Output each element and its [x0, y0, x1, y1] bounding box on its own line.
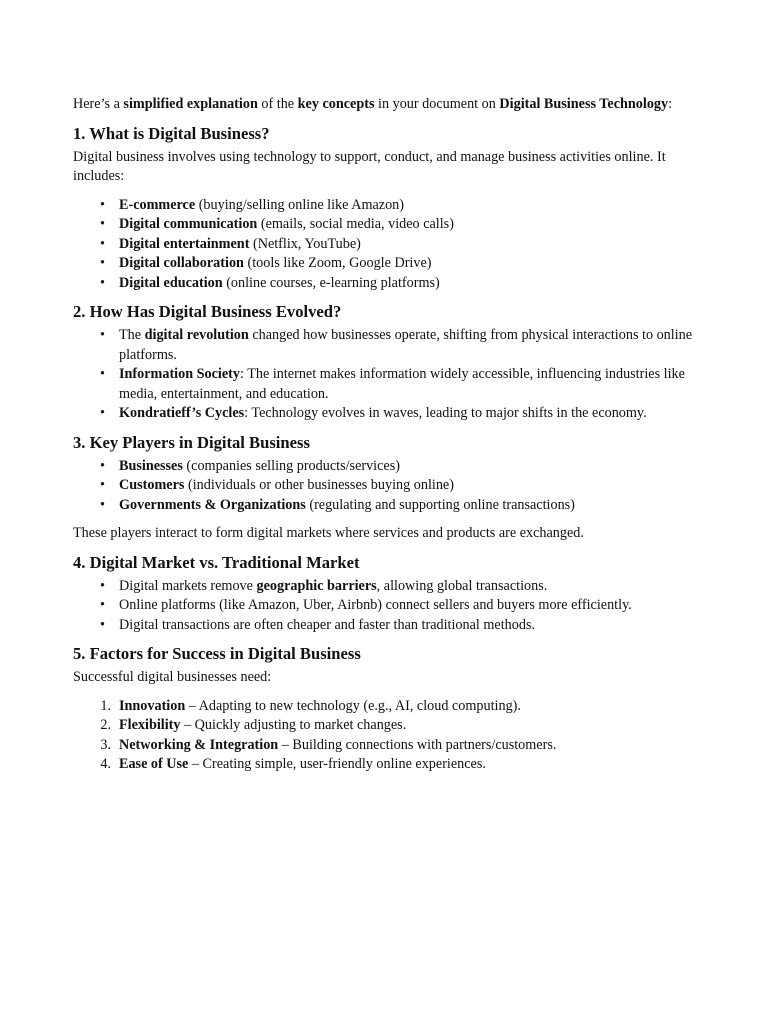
- item-text: – Building connections with partners/customers.: [278, 736, 557, 753]
- item-bold: Innovation: [119, 697, 186, 714]
- document-page: [73, 95, 713, 775]
- section-4-heading: 4. Digital Market vs. Traditional Market: [73, 552, 360, 572]
- bullet-icon: •: [100, 327, 105, 343]
- section-5-paragraph: Successful digital businesses need:: [73, 669, 272, 685]
- section-1-heading: 1. What is Digital Business?: [73, 123, 270, 143]
- item-text: (tools like Zoom, Google Drive): [243, 255, 432, 271]
- item-text: – Adapting to new technology (e.g., AI, cloud computing).: [185, 697, 521, 714]
- section-3-paragraph: These players interact to form digital markets where services and products are exchanged.: [73, 525, 584, 541]
- intro-bold: simplified explanation: [123, 96, 258, 112]
- list-item: [73, 716, 713, 736]
- bullet-icon: •: [100, 366, 105, 382]
- list-item: [73, 457, 713, 477]
- item-bold: digital revolution: [144, 327, 249, 343]
- list-item: [73, 496, 713, 516]
- section-4-list: [73, 577, 713, 636]
- intro-text: :: [668, 96, 673, 112]
- list-item: [73, 215, 713, 235]
- list-item: [73, 596, 713, 616]
- list-item: [73, 697, 713, 717]
- item-bold: Kondratieff’s Cycles: [119, 405, 245, 421]
- item-number: 2.: [100, 717, 111, 733]
- item-bold: Flexibility: [119, 717, 181, 733]
- item-bold: Digital communication: [119, 216, 258, 232]
- bullet-icon: •: [100, 405, 105, 421]
- list-item: [73, 616, 713, 636]
- item-text: (emails, social media, video calls): [257, 216, 454, 232]
- bullet-icon: •: [100, 577, 105, 594]
- item-bold: Customers: [119, 477, 185, 493]
- intro-bold: key concepts: [297, 96, 375, 112]
- section-3-list: [73, 457, 713, 516]
- intro-paragraph: [73, 95, 713, 115]
- item-bold: Digital education: [119, 274, 223, 291]
- bullet-icon: •: [100, 616, 105, 633]
- bullet-icon: •: [100, 255, 105, 271]
- intro-text: of the: [257, 96, 298, 112]
- item-text: : Technology evolves in waves, leading to major shifts in the economy.: [244, 405, 647, 421]
- section-1-paragraph: Digital business involves using technology to support, conduct, and manage business activities online. It includes:: [73, 148, 666, 184]
- item-text: Digital transactions are often cheaper and faster than traditional methods.: [119, 616, 536, 633]
- item-number: 1.: [100, 697, 111, 714]
- item-text: Online platforms (like Amazon, Uber, Airbnb) connect sellers and buyers more efficiently.: [119, 597, 632, 613]
- bullet-icon: •: [100, 196, 105, 213]
- item-text: (individuals or other businesses buying online): [184, 477, 454, 493]
- list-item: [73, 577, 713, 597]
- item-text: The: [119, 327, 145, 343]
- item-number: 3.: [100, 736, 111, 753]
- section-3-heading: 3. Key Players in Digital Business: [73, 432, 310, 452]
- item-bold: Ease of Use: [119, 756, 189, 772]
- item-text: – Creating simple, user-friendly online experiences.: [188, 756, 486, 772]
- bullet-icon: •: [100, 274, 105, 291]
- item-bold: Governments & Organizations: [119, 496, 306, 513]
- list-item: [73, 736, 713, 756]
- item-text: (companies selling products/services): [182, 457, 400, 474]
- section-2-heading: 2. How Has Digital Business Evolved?: [73, 302, 342, 321]
- item-bold: geographic barriers: [256, 577, 377, 594]
- item-bold: E-commerce: [119, 196, 196, 213]
- item-text: – Quickly adjusting to market changes.: [180, 717, 407, 733]
- item-text: (online courses, e-learning platforms): [222, 274, 440, 291]
- section-5-list: [73, 697, 713, 775]
- item-number: 4.: [100, 756, 111, 772]
- bullet-icon: •: [100, 216, 105, 232]
- list-item: [73, 755, 713, 775]
- bullet-icon: •: [100, 496, 105, 513]
- section-2-list: [73, 326, 713, 424]
- section-1-list: [73, 196, 713, 294]
- intro-bold: Digital Business Technology: [499, 96, 669, 112]
- list-item: [73, 274, 713, 294]
- item-text: (buying/selling online like Amazon): [195, 196, 404, 213]
- item-text: Digital markets remove: [119, 577, 257, 594]
- item-bold: Digital collaboration: [119, 255, 244, 271]
- list-item: [73, 365, 713, 404]
- intro-text: in your document on: [374, 96, 500, 112]
- intro-text: Here’s a: [73, 96, 124, 112]
- bullet-icon: •: [100, 477, 105, 493]
- item-text: changed how businesses operate, shifting from physical interactions to online platforms.: [119, 327, 693, 363]
- item-text: (regulating and supporting online transactions): [305, 496, 575, 513]
- section-5-heading: 5. Factors for Success in Digital Business: [73, 644, 361, 663]
- item-bold: Businesses: [119, 457, 183, 474]
- item-bold: Digital entertainment: [119, 235, 250, 252]
- item-text: , allowing global transactions.: [376, 577, 548, 594]
- item-bold: Information Society: [119, 366, 240, 382]
- bullet-icon: •: [100, 235, 105, 252]
- item-text: (Netflix, YouTube): [249, 235, 361, 252]
- item-bold: Networking & Integration: [119, 736, 279, 753]
- bullet-icon: •: [100, 597, 105, 613]
- list-item: [73, 326, 713, 365]
- list-item: [73, 196, 713, 216]
- list-item: [73, 254, 713, 274]
- list-item: [73, 476, 713, 496]
- list-item: [73, 404, 713, 424]
- list-item: [73, 235, 713, 255]
- item-text: : The internet makes information widely accessible, influencing industries like media, entertainment, and education.: [119, 366, 685, 402]
- bullet-icon: •: [100, 457, 105, 474]
